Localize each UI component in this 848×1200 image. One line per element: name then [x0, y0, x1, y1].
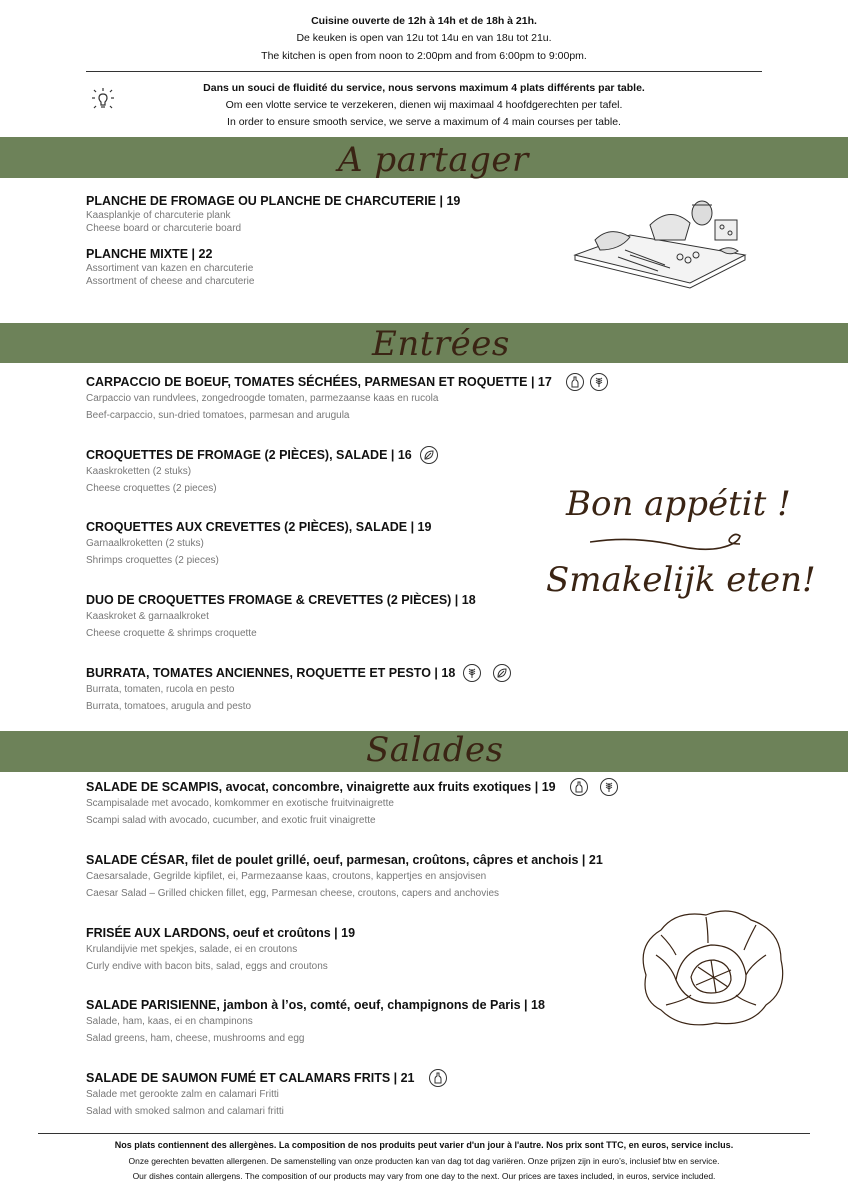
bottle-icon [570, 778, 588, 796]
dish-name: SALADE DE SCAMPIS, avocat, concombre, vinaigrette aux fruits exotiques | 19 [86, 780, 556, 794]
greeting-nl: Smakelijk eten! [546, 560, 816, 600]
dish-desc-nl: Caesarsalade, Gegrilde kipfilet, ei, Parmezaanse kaas, croutons, kappertjes en ansjovisen [86, 871, 487, 882]
dish-desc-en: Burrata, tomatoes, arugula and pesto [86, 701, 252, 712]
dish-carpaccio [86, 374, 608, 424]
dish-name: DUO DE CROQUETTES FROMAGE & CREVETTES (2 PIÈCES) | 18 [86, 593, 476, 607]
dish-desc-nl: Garnaalkroketten (2 stuks) [86, 538, 204, 549]
dish-desc-en: Salad with smoked salmon and calamari fritti [86, 1106, 284, 1117]
dish-desc-nl: Krulandijvie met spekjes, salade, ei en croutons [86, 944, 298, 955]
dish-desc-en: Cheese croquettes (2 pieces) [86, 483, 217, 494]
dish-desc-en: Cheese board or charcuterie board [86, 223, 242, 234]
dish-desc-nl: Kaasplankje of charcuterie plank [86, 210, 231, 221]
header-divider [86, 71, 762, 72]
dish-name: BURRATA, TOMATES ANCIENNES, ROQUETTE ET PESTO | 18 [86, 666, 456, 680]
notice-en: In order to ensure smooth service, we serve a maximum of 4 main courses per table. [227, 116, 621, 128]
footer-nl: Onze gerechten bevatten allergenen. De samenstelling van onze producten kan van dag tot dag variëren. Onze prijzen zijn in euro’s, inclusief btw en service. [128, 1156, 720, 1166]
footer-en: Our dishes contain allergens. The composition of our products may vary from one day to the next. Our prices are taxes included, in euros, service included. [132, 1171, 716, 1181]
dish-planche-mixte [86, 246, 254, 288]
dish-name: FRISÉE AUX LARDONS, oeuf et croûtons | 19 [86, 926, 356, 940]
dish-desc-nl: Carpaccio van rundvlees, zongedroogde tomaten, parmezaanse kaas en rucola [86, 393, 439, 404]
wheat-icon [463, 664, 481, 682]
dish-duo-croquettes [86, 592, 476, 642]
dish-desc-nl: Assortiment van kazen en charcuterie [86, 263, 254, 274]
dish-name: CARPACCIO DE BOEUF, TOMATES SÉCHÉES, PARMESAN ET ROQUETTE | 17 [86, 375, 552, 389]
section-title-partager: A partager [338, 140, 529, 180]
dish-croquettes-fromage [86, 447, 438, 497]
bottle-icon [566, 373, 584, 391]
dish-salade-scampis [86, 779, 618, 829]
dish-desc-en: Cheese croquette & shrimps croquette [86, 628, 257, 639]
dish-desc-en: Curly endive with bacon bits, salad, eggs and croutons [86, 961, 328, 972]
dish-desc-en: Scampi salad with avocado, cucumber, and exotic fruit vinaigrette [86, 815, 376, 826]
dish-desc-nl: Kaaskroketten (2 stuks) [86, 466, 192, 477]
dish-desc-nl: Salade, ham, kaas, ei en champinons [86, 1016, 253, 1027]
section-title-entrees: Entrées [372, 324, 510, 364]
hours-nl: De keuken is open van 12u tot 14u en van 18u tot 21u. [296, 32, 552, 44]
dish-desc-en: Beef-carpaccio, sun-dried tomatoes, parmesan and arugula [86, 410, 350, 421]
dish-salade-saumon [86, 1070, 447, 1120]
dish-croquettes-crevettes [86, 519, 431, 569]
notice-nl: Om een vlotte service te verzekeren, dienen wij maximaal 4 hoofdgerechten per tafel. [225, 99, 623, 111]
leaf-icon [420, 446, 438, 464]
dish-name: SALADE PARISIENNE, jambon à l’os, comté, oeuf, champignons de Paris | 18 [86, 998, 545, 1012]
hours-en: The kitchen is open from noon to 2:00pm and from 6:00pm to 9:00pm. [261, 50, 587, 62]
dish-salade-parisienne [86, 997, 545, 1047]
dish-desc-nl: Salade met gerookte zalm en calamari Fritti [86, 1089, 279, 1100]
hours-fr: Cuisine ouverte de 12h à 14h et de 18h à 21h. [311, 15, 537, 27]
dish-desc-en: Shrimps croquettes (2 pieces) [86, 555, 219, 566]
dish-desc-en: Caesar Salad – Grilled chicken fillet, egg, Parmesan cheese, croutons, capers and anchovies [86, 888, 500, 899]
greeting-fr: Bon appétit ! [566, 484, 791, 524]
dish-desc-nl: Burrata, tomaten, rucola en pesto [86, 684, 235, 695]
flourish-decoration [590, 530, 750, 560]
dish-planche-fromage [86, 193, 460, 235]
wheat-icon [590, 373, 608, 391]
dish-salade-cesar [86, 852, 603, 902]
footer-fr: Nos plats contiennent des allergènes. La composition de nos produits peut varier d'un jour à l'autre. Nos prix sont TTC, en euros, service inclus. [114, 1140, 734, 1150]
dish-desc-en: Assortment of cheese and charcuterie [86, 276, 255, 287]
dish-frisee [86, 925, 355, 975]
dish-desc-en: Salad greens, ham, cheese, mushrooms and egg [86, 1033, 305, 1044]
dish-name: PLANCHE DE FROMAGE OU PLANCHE DE CHARCUTERIE | 19 [86, 194, 461, 208]
wheat-icon [600, 778, 618, 796]
dish-name: SALADE DE SAUMON FUMÉ ET CALAMARS FRITS | 21 [86, 1071, 415, 1085]
dish-name: PLANCHE MIXTE | 22 [86, 247, 213, 261]
dish-burrata [86, 665, 511, 715]
dish-name: CROQUETTES DE FROMAGE (2 PIÈCES), SALADE | 16 [86, 448, 412, 462]
dish-desc-nl: Scampisalade met avocado, komkommer en exotische fruitvinaigrette [86, 798, 394, 809]
notice-fr: Dans un souci de fluidité du service, nous servons maximum 4 plats différents par table. [203, 82, 645, 94]
dish-name: CROQUETTES AUX CREVETTES (2 PIÈCES), SALADE | 19 [86, 520, 432, 534]
section-title-salades: Salades [366, 730, 504, 770]
cheese-board-illustration [570, 195, 750, 290]
bottle-icon [429, 1069, 447, 1087]
footer-divider [38, 1133, 810, 1134]
dish-name: SALADE CÉSAR, filet de poulet grillé, oeuf, parmesan, croûtons, câpres et anchois | 21 [86, 853, 603, 867]
dish-desc-nl: Kaaskroket & garnaalkroket [86, 611, 209, 622]
lettuce-illustration [636, 905, 788, 1030]
leaf-icon [493, 664, 511, 682]
